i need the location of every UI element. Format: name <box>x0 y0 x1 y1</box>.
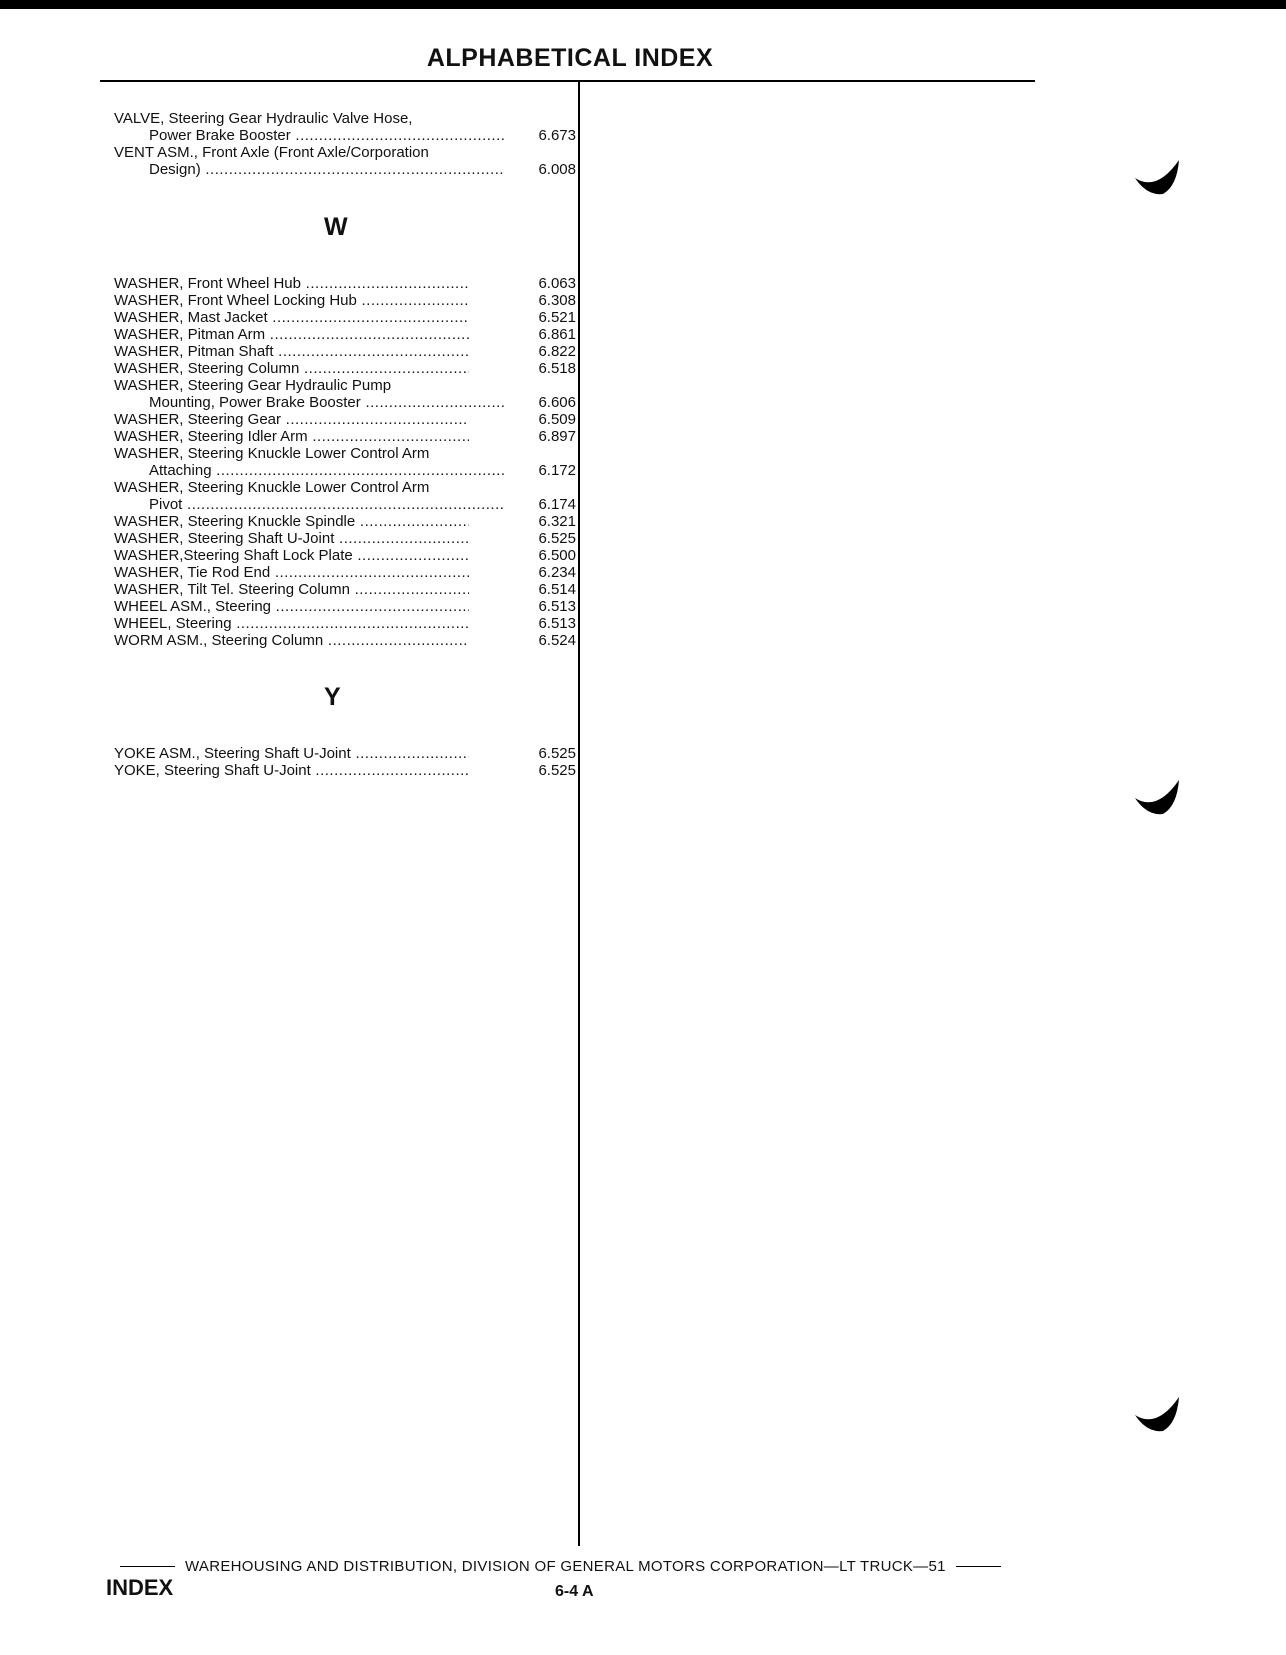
page-reference: 6.524 <box>538 632 576 649</box>
index-entry <box>114 745 576 762</box>
entry-text: WASHER, Steering Gear ..... <box>114 411 469 428</box>
entry-text: WHEEL ASM., Steering ..... <box>114 598 469 615</box>
entry-text: WASHER, Pitman Arm ..... <box>114 326 469 343</box>
index-entry <box>114 445 576 479</box>
index-entry <box>114 632 576 649</box>
page-reference: 6.509 <box>538 411 576 428</box>
title-underline <box>100 80 1035 82</box>
index-entry <box>114 581 576 598</box>
page-reference: 6.174 <box>538 496 576 513</box>
index-entry <box>114 275 576 292</box>
entry-text: WASHER, Front Wheel Locking Hub ..... <box>114 292 469 309</box>
index-entry <box>114 343 576 360</box>
page-reference: 6.525 <box>538 762 576 779</box>
page-reference: 6.525 <box>538 530 576 547</box>
page-reference: 6.822 <box>538 343 576 360</box>
entry-text: Pivot ..... <box>114 496 504 513</box>
footer-section-label: INDEX <box>106 1575 174 1600</box>
index-entry <box>114 292 576 309</box>
page-reference: 6.063 <box>538 275 576 292</box>
index-entry <box>114 110 576 144</box>
page-reference: 6.518 <box>538 360 576 377</box>
index-entry <box>114 530 576 547</box>
entry-text: WORM ASM., Steering Column ..... <box>114 632 469 649</box>
footer-page-number: 6-4 A <box>555 1583 594 1600</box>
index-entry <box>114 598 576 615</box>
page-reference: 6.008 <box>538 161 576 178</box>
footer-publisher-text: WAREHOUSING AND DISTRIBUTION, DIVISION OF GENERAL MOTORS CORPORATION—LT TRUCK—51 <box>185 1558 946 1575</box>
w-entry-list <box>114 275 576 649</box>
index-entry <box>114 144 576 178</box>
page-reference: 6.172 <box>538 462 576 479</box>
index-entry <box>114 513 576 530</box>
entry-text: YOKE ASM., Steering Shaft U-Joint ..... <box>114 745 469 762</box>
page-reference: 6.513 <box>538 615 576 632</box>
page-reference: 6.308 <box>538 292 576 309</box>
top-border-rule <box>0 0 1286 9</box>
index-entry <box>114 762 576 779</box>
page-reference: 6.521 <box>538 309 576 326</box>
entry-text: WASHER, Steering Gear Hydraulic Pump <box>114 377 392 394</box>
entry-text: WASHER,Steering Shaft Lock Plate ..... <box>114 547 469 564</box>
entry-text: WHEEL, Steering ..... <box>114 615 469 632</box>
page-reference: 6.525 <box>538 745 576 762</box>
index-entry <box>114 479 576 513</box>
entry-text: WASHER, Tilt Tel. Steering Column ..... <box>114 581 469 598</box>
page-reference: 6.321 <box>538 513 576 530</box>
entry-text: VALVE, Steering Gear Hydraulic Valve Hose, <box>114 110 413 127</box>
entry-text: WASHER, Tie Rod End ..... <box>114 564 469 581</box>
binder-hole-mark-icon <box>1133 778 1185 818</box>
footer-dash <box>120 1566 175 1567</box>
section-letter-w: W <box>324 213 348 241</box>
index-entry <box>114 615 576 632</box>
index-entry <box>114 428 576 445</box>
page-reference: 6.234 <box>538 564 576 581</box>
index-entry <box>114 309 576 326</box>
entry-text: YOKE, Steering Shaft U-Joint ..... <box>114 762 469 779</box>
index-entry <box>114 547 576 564</box>
y-entry-list <box>114 745 576 779</box>
index-entry <box>114 377 576 411</box>
page-reference: 6.500 <box>538 547 576 564</box>
index-entry <box>114 411 576 428</box>
footer-dash <box>956 1566 1001 1567</box>
entry-text: Mounting, Power Brake Booster ..... <box>114 394 504 411</box>
v-entry-list <box>114 110 576 178</box>
entry-text: WASHER, Steering Knuckle Spindle ..... <box>114 513 469 530</box>
entry-text: Attaching ..... <box>114 462 504 479</box>
entry-text: Design) ..... <box>114 161 504 178</box>
entry-text: Power Brake Booster ..... <box>114 127 504 144</box>
page-reference: 6.861 <box>538 326 576 343</box>
index-left-column <box>114 110 576 779</box>
column-divider <box>578 81 580 1546</box>
entry-text: WASHER, Steering Knuckle Lower Control Arm <box>114 445 430 462</box>
page-reference: 6.897 <box>538 428 576 445</box>
entry-text: VENT ASM., Front Axle (Front Axle/Corporation <box>114 144 429 161</box>
entry-text: WASHER, Steering Knuckle Lower Control Arm <box>114 479 430 496</box>
index-entry <box>114 360 576 377</box>
entry-text: WASHER, Steering Column ..... <box>114 360 469 377</box>
entry-text: WASHER, Mast Jacket ..... <box>114 309 469 326</box>
page-reference: 6.606 <box>538 394 576 411</box>
binder-hole-mark-icon <box>1133 1395 1185 1435</box>
footer-publisher-line <box>120 1558 1045 1575</box>
page-reference: 6.513 <box>538 598 576 615</box>
index-entry <box>114 564 576 581</box>
index-entry <box>114 326 576 343</box>
entry-text: WASHER, Steering Idler Arm ..... <box>114 428 469 445</box>
page-title: ALPHABETICAL INDEX <box>426 44 714 72</box>
page-reference: 6.673 <box>538 127 576 144</box>
binder-hole-mark-icon <box>1133 158 1185 198</box>
entry-text: WASHER, Pitman Shaft ..... <box>114 343 469 360</box>
page-reference: 6.514 <box>538 581 576 598</box>
entry-text: WASHER, Front Wheel Hub ..... <box>114 275 469 292</box>
entry-text: WASHER, Steering Shaft U-Joint ..... <box>114 530 469 547</box>
section-letter-y: Y <box>324 683 341 711</box>
